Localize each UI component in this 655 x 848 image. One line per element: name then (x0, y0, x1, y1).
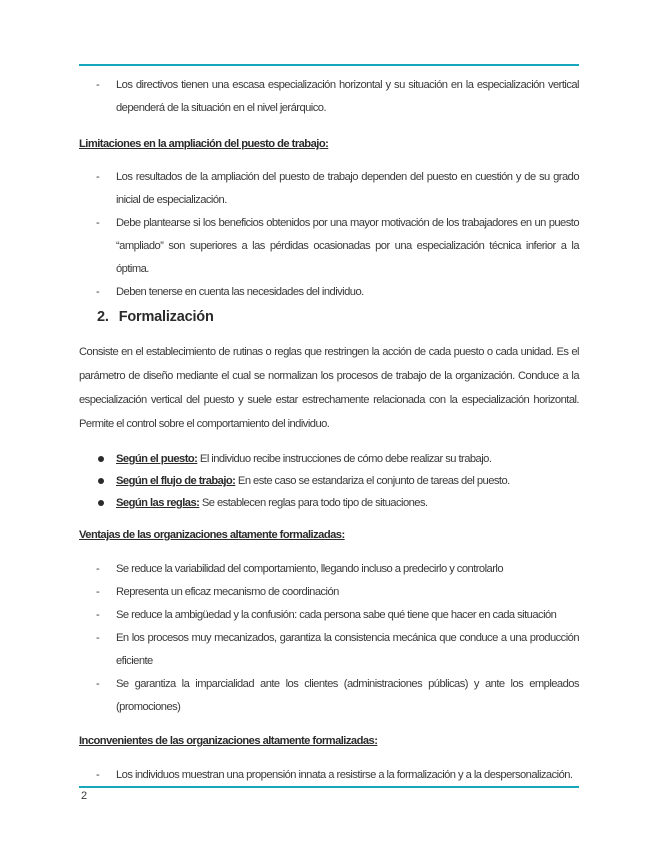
list-item (79, 604, 579, 627)
dash-marker: - (96, 79, 100, 91)
section-title-text: Formalización (118, 309, 214, 325)
dash-marker: - (96, 171, 100, 183)
dash-marker: - (96, 586, 100, 598)
section-number: 2. (97, 309, 109, 325)
ventajas-list (79, 558, 579, 719)
formalizacion-bullets (79, 448, 579, 514)
list-item (79, 581, 579, 604)
bullet-text: Se establecen reglas para todo tipo de situaciones. (199, 497, 428, 509)
dash-marker: - (96, 286, 100, 298)
header-rule (79, 64, 579, 66)
limitaciones-heading: Limitaciones en la ampliación del puesto de trabajo: (79, 138, 329, 150)
list-item (79, 627, 579, 673)
page-number: 2 (81, 790, 88, 802)
list-item (79, 281, 579, 304)
list-item-text: Representa un eficaz mecanismo de coordinación (116, 586, 339, 598)
list-item-text: Deben tenerse en cuenta las necesidades del individuo. (116, 286, 364, 298)
ventajas-heading: Ventajas de las organizaciones altamente formalizadas: (79, 529, 345, 541)
list-item (79, 166, 579, 212)
list-item (79, 558, 579, 581)
list-item (79, 212, 579, 281)
bullet-lead: Según las reglas: (116, 497, 200, 509)
list-item-text: En los procesos muy mecanizados, garantiza la consistencia mecánica que conduce a una producción eficiente (116, 632, 579, 667)
bullet-text: En este caso se estandariza el conjunto de tareas del puesto. (235, 475, 510, 487)
inconvenientes-heading: Inconvenientes de las organizaciones altamente formalizadas: (79, 735, 378, 747)
bullet-lead: Según el flujo de trabajo: (116, 475, 236, 487)
list-item (79, 74, 579, 120)
bullet-item (79, 470, 579, 492)
dash-marker: - (96, 678, 100, 690)
inconvenientes-list (79, 764, 579, 787)
list-item-text: Los directivos tienen una escasa especialización horizontal y su situación en la especialización vertical dependerá de la situación en el nivel jerárquico. (116, 79, 579, 114)
list-item-text: Se garantiza la imparcialidad ante los clientes (administraciones públicas) y ante los empleados (promociones) (116, 678, 579, 713)
bullet-dot-icon (98, 456, 104, 462)
list-item-text: Los resultados de la ampliación del puesto de trabajo dependen del puesto en cuestión y de su grado inicial de especialización. (116, 171, 579, 206)
list-item-text: Los individuos muestran una propensión innata a resistirse a la formalización y a la despersonalización. (116, 769, 573, 781)
list-item (79, 764, 579, 787)
list-item-text: Se reduce la variabilidad del comportamiento, llegando incluso a predecirlo y controlarlo (116, 563, 503, 575)
bullet-lead: Según el puesto: (116, 453, 198, 465)
section-title (79, 307, 579, 327)
section-paragraph: Consiste en el establecimiento de rutinas o reglas que restringen la acción de cada puesto o cada unidad. Es el parámetro de diseño mediante el cual se normalizan los procesos de trabajo de la organización. Conduce a la especialización vertical del puesto y suele estar estrechamente relacionada con la especialización horizontal. Permite el control sobre el comportamiento del individuo. (79, 346, 579, 430)
list-item (79, 673, 579, 719)
list-item-text: Debe plantearse si los beneficios obtenidos por una mayor motivación de los trabajadores en un puesto “ampliado” son superiores a las pérdidas ocasionadas por una especialización técnica inferior a la óptima. (116, 217, 579, 275)
document-body (79, 74, 579, 787)
dash-marker: - (96, 563, 100, 575)
bullet-text: El individuo recibe instrucciones de cómo debe realizar su trabajo. (197, 453, 492, 465)
dash-marker: - (96, 769, 100, 781)
dash-marker: - (96, 217, 100, 229)
bullet-item (79, 448, 579, 470)
dash-marker: - (96, 632, 100, 644)
list-item-text: Se reduce la ambigüedad y la confusión: cada persona sabe qué tiene que hacer en cada situación (116, 609, 557, 621)
bullet-dot-icon (98, 478, 104, 484)
dash-marker: - (96, 609, 100, 621)
bullet-dot-icon (98, 500, 104, 506)
limitaciones-list (79, 166, 579, 304)
bullet-item (79, 492, 579, 514)
footer-rule (79, 786, 579, 788)
